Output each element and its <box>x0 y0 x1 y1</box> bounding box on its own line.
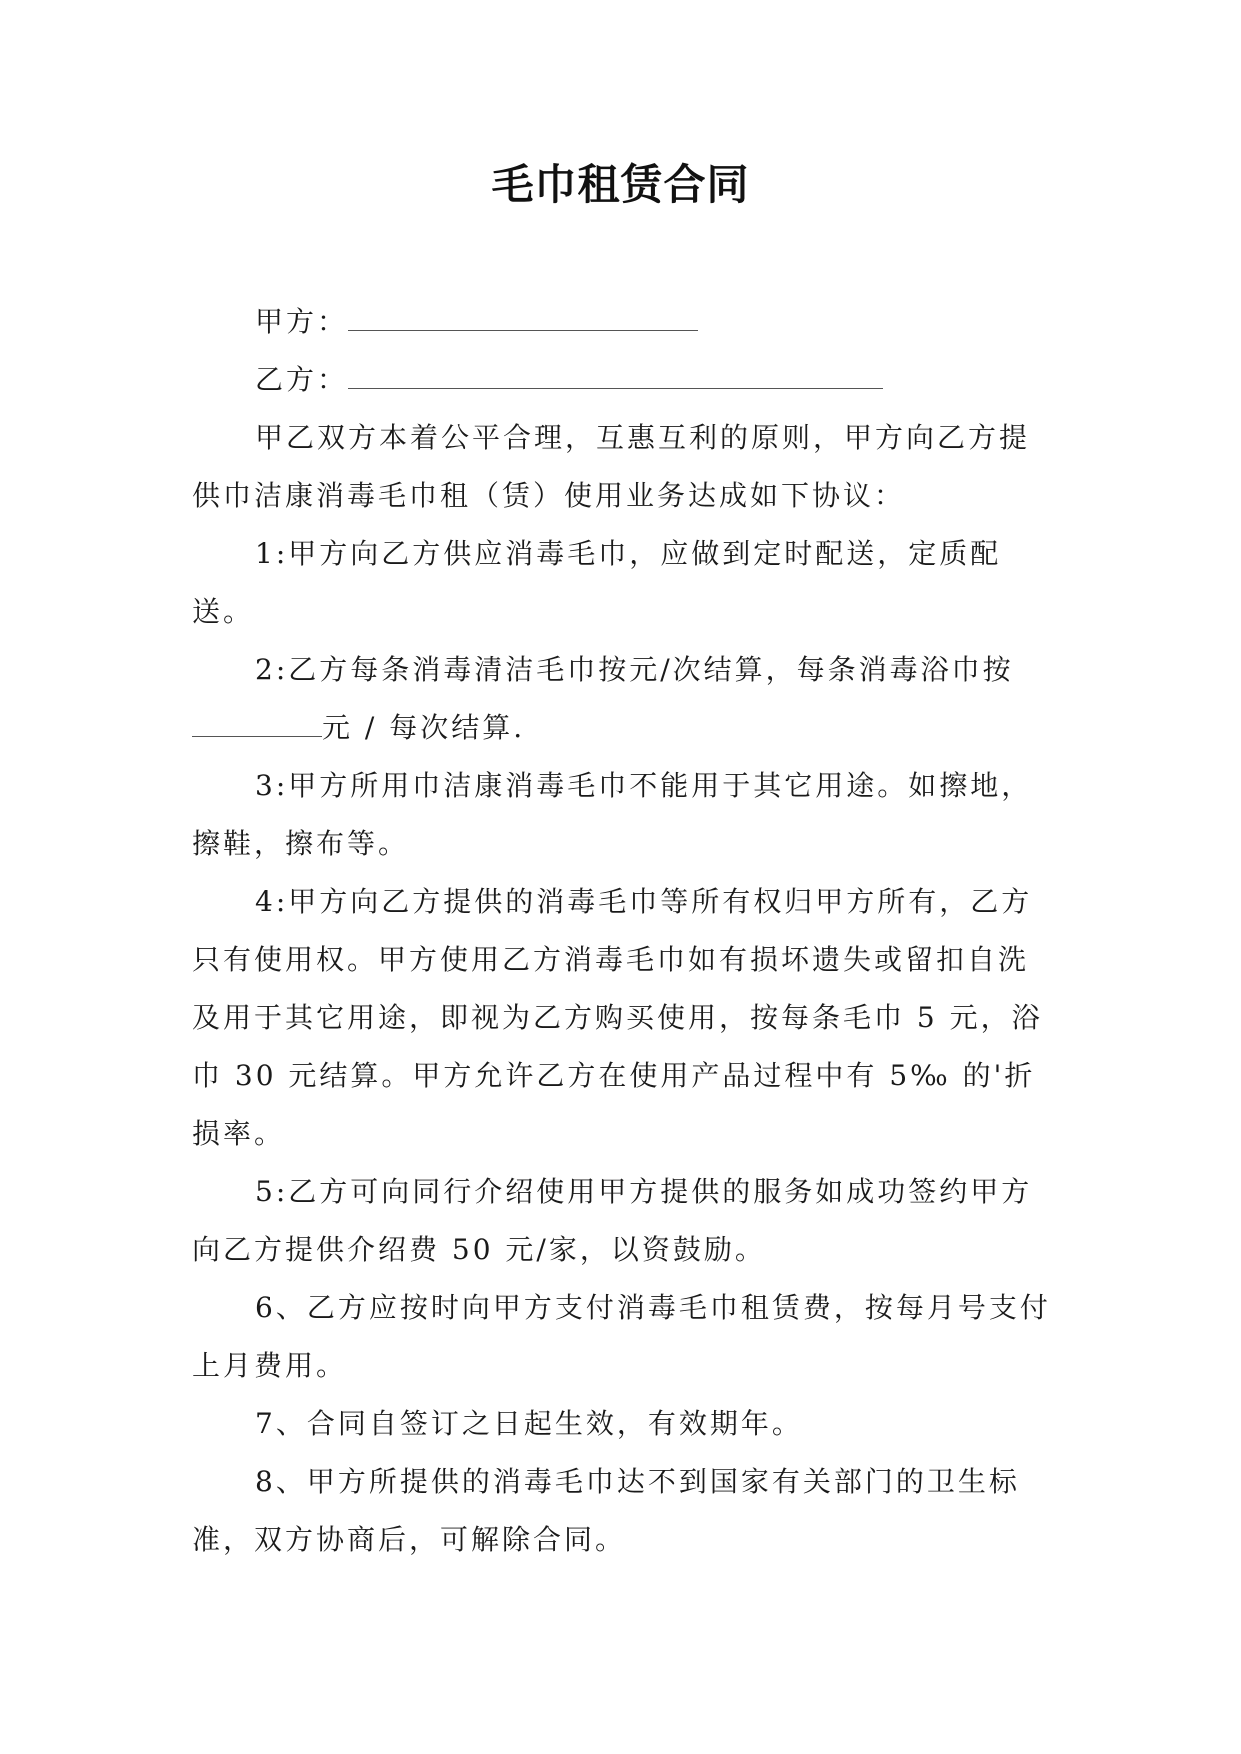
clause-4: 4:甲方向乙方提供的消毒毛巾等所有权归甲方所有，乙方只有使用权。甲方使用乙方消毒毛巾如有损坏遗失或留扣自洗及用于其它用途，即视为乙方购买使用，按每条毛巾 5 元，浴巾 30 元结算。甲方允许乙方在使用产品过程中有 5‰ 的'折损率。 <box>192 885 1043 1150</box>
clause-3: 3:甲方所用巾洁康消毒毛巾不能用于其它用途。如擦地，擦鞋，擦布等。 <box>192 769 1033 860</box>
clause-2-text-part1: 2:乙方每条消毒清洁毛巾按元/次结算，每条消毒浴巾按 <box>255 653 1014 686</box>
clause-2 <box>192 641 1052 757</box>
party-a-blank <box>348 310 698 331</box>
clause-8: 8、甲方所提供的消毒毛巾达不到国家有关部门的卫生标准，双方协商后，可解除合同。 <box>192 1465 1020 1556</box>
party-b-label: 乙方： <box>255 363 349 396</box>
party-b-line <box>192 351 1052 409</box>
party-b-blank <box>348 368 883 389</box>
clause-1: 1:甲方向乙方供应消毒毛巾，应做到定时配送，定质配送。 <box>192 537 1002 628</box>
bath-towel-price-blank <box>192 716 322 737</box>
clause-7: 7、合同自签订之日起生效，有效期年。 <box>255 1407 803 1440</box>
party-a-label: 甲方： <box>255 305 349 338</box>
document-title: 毛巾租赁合同 <box>491 160 750 209</box>
intro-paragraph: 甲乙双方本着公平合理，互惠互利的原则，甲方向乙方提供巾洁康消毒毛巾租（赁）使用业务达成如下协议： <box>192 421 1031 512</box>
document-body <box>192 293 1052 1569</box>
clause-2-text-part2: 元 / 每次结算. <box>322 711 526 744</box>
party-a-line <box>192 293 1052 351</box>
clause-6: 6、乙方应按时向甲方支付消毒毛巾租赁费，按每月号支付上月费用。 <box>192 1291 1051 1382</box>
clause-5: 5:乙方可向同行介绍使用甲方提供的服务如成功签约甲方向乙方提供介绍费 50 元/家，以资鼓励。 <box>192 1175 1033 1266</box>
